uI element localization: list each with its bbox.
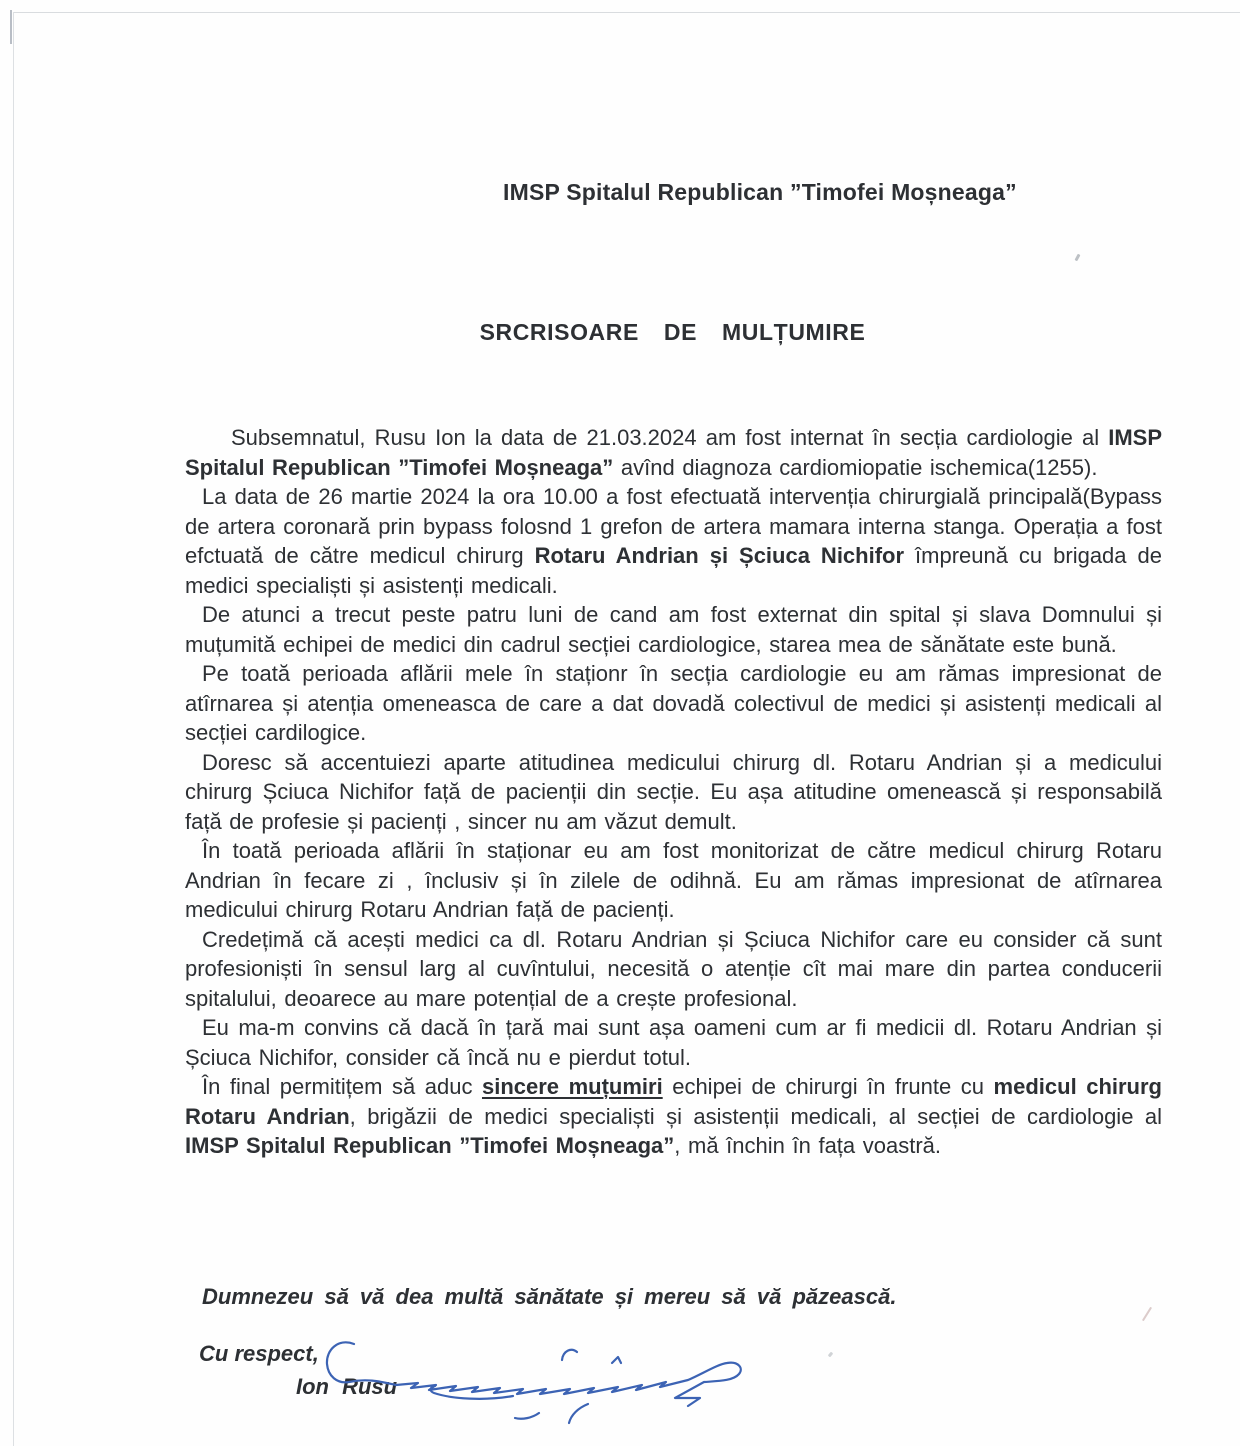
- text-segment: De atunci a trecut peste patru luni de cand am fost externat din spital și slava Domnului și muțumită echipei de medici din cadrul secției cardiologice, starea mea de sănătate este bună.: [185, 602, 1162, 657]
- scan-artifact: [1142, 1307, 1152, 1322]
- text-segment: Credețimă că acești medici ca dl. Rotaru Andrian și Șciuca Nichifor care eu consider că sunt profesioniști în sensul larg al cuvîntului, necesită o atenție cît mai mare din partea conducerii spitalului, deoarece au mare potențial de a crește profesional.: [185, 926, 1162, 1011]
- text-segment: sincere muțumiri: [481, 1074, 663, 1099]
- text-segment: Pe toată perioada aflării mele în staționr în secția cardiologie eu am rămas impresionat de atîrnarea și atenția omeneasca de care a dat dovadă colectivul de medici și asistenți medicali al secției cardilogice.: [185, 661, 1162, 745]
- text-segment: IMSP Spitalul Republican ”Timofei Moșneaga”: [185, 425, 1162, 480]
- paragraph: [185, 1013, 1162, 1072]
- letter-title: SRCRISOARE DE MULȚUMIRE: [479, 319, 866, 345]
- signature-mark-arc: [562, 1350, 577, 1360]
- signer-name: Ion Rusu: [296, 1374, 398, 1399]
- paragraph: [185, 925, 1162, 1014]
- signature-main-stroke: [327, 1342, 741, 1406]
- text-segment: , mă închin în fața voastră.: [674, 1133, 942, 1158]
- scan-edge-corner: [10, 10, 12, 44]
- text-segment: medicul chirurg Rotaru Andrian: [185, 1074, 1162, 1129]
- signature-mark-curve: [569, 1404, 588, 1423]
- handwritten-signature: [280, 1318, 780, 1444]
- text-segment: Eu ma-m convins că dacă în țară mai sunt așa oameni cum ar fi medicii dl. Rotaru Andrian și Șciuca Nichifor, consider că încă nu e pierdut totul.: [185, 1015, 1162, 1070]
- paragraph: [185, 748, 1162, 837]
- text-segment: împreună cu brigada de medici specialiști și asistenți medicali.: [185, 543, 1162, 598]
- text-segment: În toată perioada aflării în staționar eu am fost monitorizat de către medicul chirurg Rotaru Andrian în fecare zi , înclusiv și în zilele de odihnă. Eu am rămas impresionat de atîrnarea medicului chirurg Rotaru Andrian față de pacienți.: [185, 838, 1162, 922]
- text-segment: , brigăzii de medici specialiști și asistenții medicali, al secției de cardiologie al: [349, 1103, 1162, 1129]
- paragraph: [185, 423, 1162, 482]
- paragraph: [185, 1072, 1162, 1161]
- closing-salutation: Cu respect,: [199, 1341, 319, 1366]
- text-segment: Rotaru Andrian și Șciuca Nichifor: [534, 543, 905, 568]
- text-segment: Doresc să accentuiezi aparte atitudinea medicului chirurg dl. Rotaru Andrian și a medicului chirurg Șciuca Nichifor față de pacienții din secție. Eu așa atitudine omenească și responsabilă față de profesie și pacienți , sincer nu am văzut demult.: [185, 749, 1162, 834]
- letter-body: [185, 423, 1162, 1161]
- signature-mark-tick: [612, 1357, 621, 1363]
- paragraph: [185, 836, 1162, 925]
- signature-mark-dash: [515, 1413, 539, 1419]
- paragraph: [185, 482, 1162, 600]
- text-segment: Subsemnatul, Rusu Ion la data de 21.03.2024 am fost internat în secția cardiologie al: [231, 425, 1109, 450]
- text-segment: La data de 26 martie 2024 la ora 10.00 a fost efectuată intervenția chirurgială principală(Bypass de artera coronară prin bypass folosnd 1 grefon de artera mamara interna stanga. Operația a fost efctuată de către medicul chirurg: [185, 484, 1162, 568]
- hospital-name-header: IMSP Spitalul Republican ”Timofei Moșneaga”: [503, 179, 1017, 205]
- text-segment: IMSP Spitalul Republican ”Timofei Moșneaga”: [185, 1133, 675, 1158]
- scan-artifact: [1075, 254, 1081, 262]
- text-segment: echipei de chirurgi în frunte cu: [662, 1074, 994, 1099]
- text-segment: avînd diagnoza cardiomiopatie ischemica(1255).: [613, 454, 1098, 480]
- scan-edge-top: [13, 12, 1240, 13]
- paragraph: [185, 659, 1162, 748]
- scan-edge-left: [13, 12, 14, 1446]
- scan-artifact: [828, 1352, 834, 1358]
- blessing-line: Dumnezeu să vă dea multă sănătate și mereu să vă păzească.: [202, 1284, 897, 1309]
- text-segment: În final permitițem să aduc: [202, 1074, 482, 1099]
- paragraph: [185, 600, 1162, 659]
